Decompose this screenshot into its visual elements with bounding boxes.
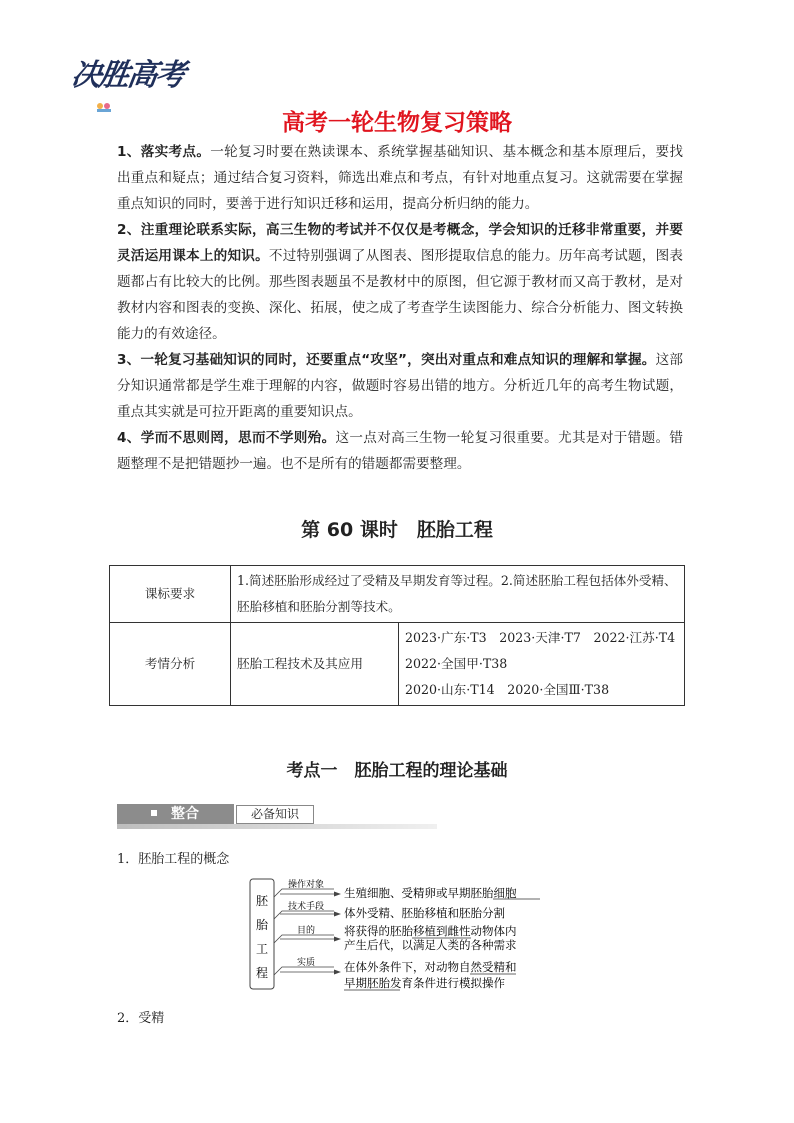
strategy-paragraph [117,347,683,425]
strategy-lead: 4、学而不思则罔，思而不学则殆。 [117,430,336,446]
concept-diagram [248,877,548,995]
table-row [110,623,685,706]
table-head: 课标要求 [110,566,231,623]
strategy-paragraph [117,217,683,347]
table-cell: 胚胎工程技术及其应用 [231,623,399,706]
strategy-lead: 1、落实考点。 [117,144,211,160]
section-bar [117,804,437,826]
point-title: 考点一 胚胎工程的理论基础 [286,761,508,781]
strategy-body: 一轮复习时要在熟读课本、系统掌握基础知识、基本概念和基本原理后，要找出重点和疑点；通过结合复习资料，筛选出难点和考点，有针对地重点复习。这就需要在掌握重点知识的同时，要善于进行知识迁移和运用，提高分析归纳的能力。 [117,144,683,212]
exam-line: 2023·广东·T3 2023·天津·T7 2022·江苏·T4 [405,630,676,645]
arrow-icon [334,970,341,975]
section-bar-label: 整合 [171,806,199,822]
strategy-body: 这部分知识通常都是学生难于理解的内容，做题时容易出错的地方。分析近几年的高考生物试题，重点其实就是可拉开距离的重要知识点。 [117,352,684,420]
strategy-section [117,139,683,477]
exam-line: 2020·山东·T14 2020·全国Ⅲ·T38 [405,682,610,697]
section-bar-fade [117,824,437,829]
exam-line: 2022·全国甲·T38 [405,656,508,671]
strategy-lead: 2、注重理论联系实际，高三生物的考试并不仅仅是考概念，学会知识的迁移非常重要，并要灵活运用课本上的知识。 [117,222,683,264]
diagram-label: 目的 [296,926,316,936]
diagram-label: 技术手段 [287,902,325,912]
section-bar-light: 必备知识 [236,805,314,824]
diagram-root-char: 胎 [255,918,269,932]
arrow-icon [334,912,341,917]
diagram-value: 在体外条件下，对动物自然受精和 [344,960,517,974]
diagram-value: 早期胚胎发育条件进行模拟操作 [344,976,505,990]
strategy-lead: 3、一轮复习基础知识的同时，还要重点“攻坚”，突出对重点和难点知识的理解和掌握。 [117,352,656,368]
table-cell: 1.简述胚胎形成经过了受精及早期发育等过程。2.简述胚胎工程包括体外受精、胚胎移植和胚胎分割等技术。 [231,566,685,623]
arrow-icon [334,937,341,942]
strategy-paragraph [117,139,683,217]
table-row [110,566,685,623]
square-icon [151,810,157,816]
section-heading: 1．胚胎工程的概念 [117,852,230,867]
diagram-value: 将获得的胚胎移植到雌性动物体内 [344,924,517,938]
diagram-value: 产生后代，以满足人类的各种需求 [344,938,517,952]
strategy-body: 这一点对高三生物一轮复习很重要。尤其是对于错题。错题整理不是把错题抄一遍。也不是所有的错题都需要整理。 [117,430,683,472]
diagram-label: 操作对象 [287,880,325,890]
lesson-title: 第 60 课时 胚胎工程 [301,519,493,541]
table-head: 考情分析 [110,623,231,706]
arrow-icon [334,892,341,897]
page-title: 高考一轮生物复习策略 [282,110,512,136]
diagram-root-char: 工 [255,942,269,956]
diagram-root-char: 程 [255,966,269,980]
diagram-arrows [334,892,341,975]
diagram-value: 生殖细胞、受精卵或早期胚胎细胞 [344,886,517,900]
section-bar-dark [117,804,234,824]
diagram-root-char: 胚 [255,894,269,908]
strategy-body: 不过特别强调了从图表、图形提取信息的能力。历年高考试题，图表题都占有比较大的比例。那些图表题虽不是教材中的原图，但它源于教材而又高于教材，是对教材内容和图表的变换、深化、拓展，使之成了考查学生读图能力、综合分析能力、图文转换能力的有效途径。 [117,248,684,342]
diagram-label: 实质 [296,958,316,968]
section-heading: 2．受精 [117,1011,165,1026]
logo-text: 决胜高考 [69,58,186,93]
strategy-paragraph [117,425,683,477]
requirements-table [109,565,685,706]
diagram-value: 体外受精、胚胎移植和胚胎分割 [344,906,505,920]
table-cell [399,623,685,706]
